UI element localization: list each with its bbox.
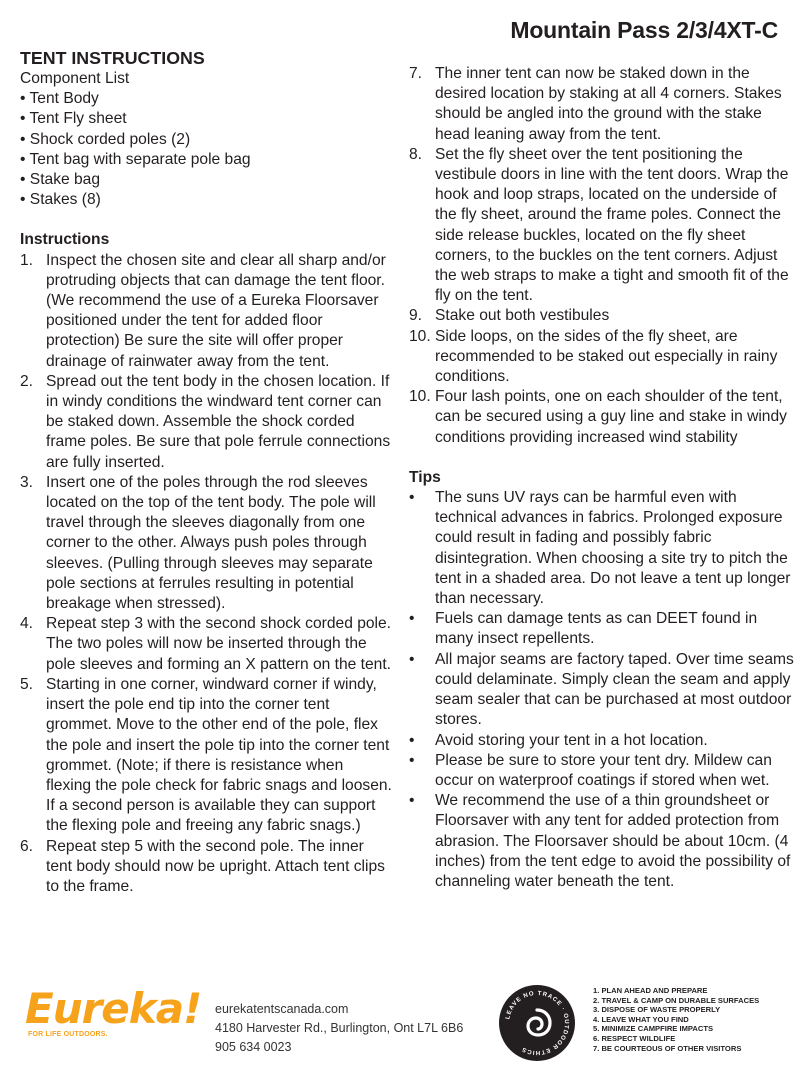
instruction-step: 3. Insert one of the poles through the rod sleeves located on the top of the tent body. The pole will travel through the sleeves diagonally from one corner to the other. Always push poles through sleeves. (Pulling through sleeves may separate pole sections at ferrules resulting in potential breakage when stressed).	[20, 473, 376, 613]
bullet: •	[409, 610, 415, 628]
bullet: •	[409, 751, 415, 769]
component-item: • Shock corded poles (2)	[20, 130, 191, 148]
tip-item: • Avoid storing your tent in a hot location.	[409, 731, 795, 751]
principle-item: 6. RESPECT WILDLIFE	[593, 1033, 676, 1043]
principle-item: 3. DISPOSE OF WASTE PROPERLY	[593, 1005, 721, 1015]
instruction-step: 2. Spread out the tent body in the chosen location. If in windy conditions the windward tent corner can be staked down. Assemble the shock corded frame poles. Be sure that pole ferrule connections are fully inserted.	[20, 372, 391, 471]
right-column	[409, 64, 795, 892]
principle-item: 1. PLAN AHEAD AND PREPARE	[593, 986, 708, 995]
component-list-label: Component List	[20, 70, 130, 87]
left-column	[20, 47, 392, 897]
principle-item: 7. BE COURTEOUS OF OTHER VISITORS	[593, 1043, 742, 1053]
tips-heading: Tips	[409, 468, 441, 486]
instructions-heading: Instructions	[20, 231, 110, 249]
component-item: • Tent Fly sheet	[20, 110, 127, 128]
logo-tagline: FOR LIFE OUTDOORS.	[28, 1031, 108, 1038]
phone: 905 634 0023	[215, 1040, 292, 1054]
instruction-step: 7. The inner tent can now be staked down in the desired location by staking at all 4 corners. Stakes should be angled into the ground with the stake head leaning away from the tent.	[409, 65, 782, 143]
document-title: Mountain Pass 2/3/4XT-C	[510, 17, 778, 43]
svg-text:LEAVE NO TRACE · OUTDOOR ETHIC: LEAVE NO TRACE · OUTDOOR ETHICS	[505, 990, 570, 1056]
section-heading: TENT INSTRUCTIONS	[20, 48, 205, 68]
contact-block	[215, 1000, 463, 1057]
bullet: •	[409, 489, 415, 507]
instruction-step: 5. Starting in one corner, windward corner if windy, insert the pole end tip into the corner tent grommet. Move to the other end of the pole, flex the pole and insert the pole tip into the corner tent grommet. (Note; if there is resistance when flexing the pole check for fabric snags and loosen. If a second person is available they can support the flexing pole and freeing any fabric snags.)	[20, 675, 392, 835]
principle-item: 5. MINIMIZE CAMPFIRE IMPACTS	[593, 1024, 714, 1034]
address: 4180 Harvester Rd., Burlington, Ont L7L 6B6	[215, 1021, 464, 1035]
component-item: • Tent Body	[20, 90, 99, 108]
instruction-step: 10. Four lash points, one on each shoulder of the tent, can be secured using a guy line and stake in windy conditions providing increased wind stability	[409, 388, 787, 446]
component-item: • Tent bag with separate pole bag	[20, 150, 251, 168]
instruction-step: 6. Repeat step 5 with the second pole. The inner tent body should now be upright. Attach tent clips to the frame.	[20, 837, 385, 895]
bullet: •	[409, 650, 415, 668]
tip-item: • Please be sure to store your tent dry. Mildew can occur on waterproof coatings if stored when wet.	[409, 751, 795, 791]
tip-item: • All major seams are factory taped. Over time seams could delaminate. Simply clean the seam and apply seam sealer that can be purchased at most outdoor stores.	[409, 650, 795, 731]
tip-item: • Fuels can damage tents as can DEET found in many insect repellents.	[409, 609, 795, 649]
leave-no-trace-principles	[593, 986, 759, 1053]
website: eurekatentscanada.com	[215, 1002, 349, 1016]
instruction-step: 9. Stake out both vestibules	[409, 307, 610, 325]
component-item: • Stake bag	[20, 171, 101, 189]
bullet: •	[409, 792, 415, 810]
logo-wordmark: Eureka!	[25, 984, 202, 1033]
tip-item: • The suns UV rays can be harmful even with technical advances in fabrics. Prolonged exposure could result in fading and possibly fabric disintegration. When choosing a site try to pitch the tent in a shaded area. Do not leave a tent up longer than necessary.	[409, 488, 795, 609]
instruction-step: 8. Set the fly sheet over the tent positioning the vestibule doors in line with the tent doors. Wrap the hook and loop straps, located on the underside of the fly sheet, around the frame poles. Connect the side release buckles, located on the fly sheet corners, to the buckles on the tent corners. Adjust the web straps to make a tight and smooth fit of the fly on the tent.	[409, 145, 789, 305]
component-item: • Stakes (8)	[20, 191, 101, 209]
instruction-step: 1. Inspect the chosen site and clear all sharp and/or protruding objects that can damage the tent floor. (We recommend the use of a Eureka Floorsaver positioned under the tent for added floor protection) Be sure the site will offer proper drainage of rainwater away from the tent.	[20, 251, 386, 370]
instruction-step: 10. Side loops, on the sides of the fly sheet, are recommended to be staked out especially in rainy conditions.	[409, 327, 778, 386]
tip-item: • We recommend the use of a thin groundsheet or Floorsaver with any tent for added protection from abrasion. The Floorsaver should be about 10cm. (4 inches) from the tent edge to avoid the possibility of channeling water beneath the tent.	[409, 791, 795, 892]
leave-no-trace-badge-icon	[498, 984, 576, 1062]
principle-item: 2. TRAVEL & CAMP ON DURABLE SURFACES	[593, 995, 760, 1005]
component-list	[20, 89, 392, 210]
principle-item: 4. LEAVE WHAT YOU FIND	[593, 1014, 689, 1024]
bullet: •	[409, 731, 415, 749]
eureka-logo	[25, 985, 205, 1045]
instruction-step: 4. Repeat step 3 with the second shock corded pole. The two poles will now be inserted through the pole sleeves and forming an X pattern on the tent.	[20, 615, 392, 673]
